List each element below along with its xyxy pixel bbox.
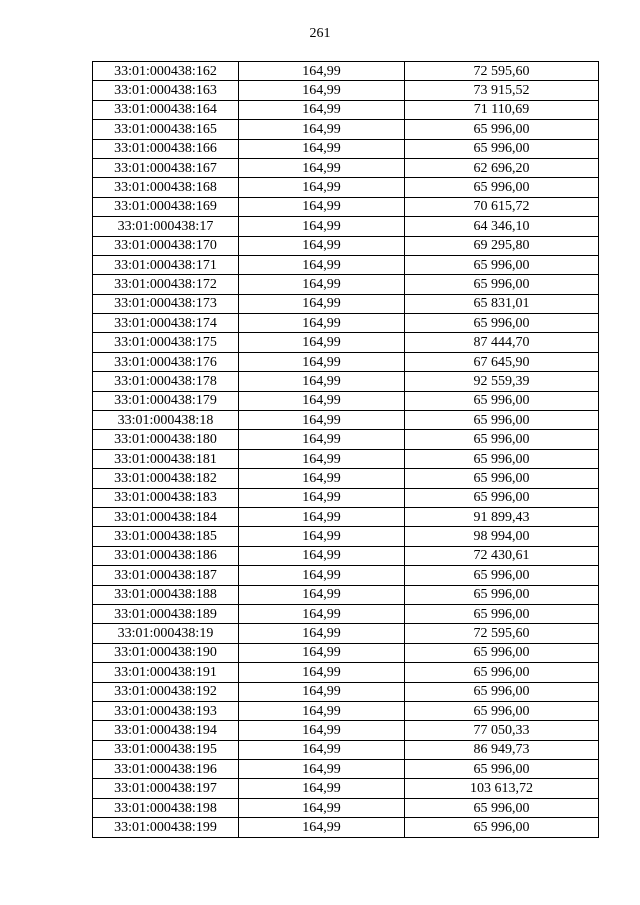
cadastral-cost-cell: 65 996,00 [405, 391, 599, 410]
table-row [93, 721, 599, 740]
cadastral-cost-cell: 65 996,00 [405, 663, 599, 682]
table-row [93, 100, 599, 119]
cadastral-cost-cell: 65 996,00 [405, 701, 599, 720]
area-value-cell: 164,99 [239, 158, 405, 177]
area-value-cell: 164,99 [239, 120, 405, 139]
cadastral-number-cell: 33:01:000438:176 [93, 352, 239, 371]
area-value-cell: 164,99 [239, 411, 405, 430]
table-row [93, 236, 599, 255]
cadastral-number-cell: 33:01:000438:167 [93, 158, 239, 177]
cadastral-cost-cell: 67 645,90 [405, 352, 599, 371]
cadastral-cost-cell: 65 996,00 [405, 682, 599, 701]
table-row [93, 255, 599, 274]
cadastral-cost-cell: 87 444,70 [405, 333, 599, 352]
cadastral-cost-cell: 98 994,00 [405, 527, 599, 546]
area-value-cell: 164,99 [239, 81, 405, 100]
cadastral-cost-cell: 65 996,00 [405, 255, 599, 274]
area-value-cell: 164,99 [239, 236, 405, 255]
cadastral-number-cell: 33:01:000438:180 [93, 430, 239, 449]
area-value-cell: 164,99 [239, 488, 405, 507]
area-value-cell: 164,99 [239, 701, 405, 720]
area-value-cell: 164,99 [239, 585, 405, 604]
table-row [93, 527, 599, 546]
area-value-cell: 164,99 [239, 449, 405, 468]
cadastral-number-cell: 33:01:000438:17 [93, 217, 239, 236]
area-value-cell: 164,99 [239, 527, 405, 546]
table-row [93, 217, 599, 236]
cadastral-number-cell: 33:01:000438:165 [93, 120, 239, 139]
cadastral-cost-cell: 65 996,00 [405, 120, 599, 139]
cadastral-cost-cell: 73 915,52 [405, 81, 599, 100]
table-row [93, 197, 599, 216]
table-row [93, 624, 599, 643]
cadastral-number-cell: 33:01:000438:183 [93, 488, 239, 507]
cadastral-cost-cell: 65 996,00 [405, 314, 599, 333]
cadastral-cost-cell: 65 996,00 [405, 139, 599, 158]
cadastral-cost-cell: 65 996,00 [405, 643, 599, 662]
table-row [93, 275, 599, 294]
cadastral-number-cell: 33:01:000438:19 [93, 624, 239, 643]
area-value-cell: 164,99 [239, 760, 405, 779]
cadastral-cost-cell: 65 996,00 [405, 604, 599, 623]
table-row [93, 663, 599, 682]
cadastral-cost-cell: 65 996,00 [405, 798, 599, 817]
area-value-cell: 164,99 [239, 469, 405, 488]
cadastral-number-cell: 33:01:000438:184 [93, 507, 239, 526]
cadastral-value-table [92, 61, 599, 838]
cadastral-cost-cell: 65 996,00 [405, 818, 599, 837]
cadastral-number-cell: 33:01:000438:178 [93, 372, 239, 391]
cadastral-cost-cell: 72 430,61 [405, 546, 599, 565]
table-row [93, 469, 599, 488]
cadastral-number-cell: 33:01:000438:18 [93, 411, 239, 430]
cadastral-number-cell: 33:01:000438:175 [93, 333, 239, 352]
table-row [93, 139, 599, 158]
table-row [93, 779, 599, 798]
page-number: 261 [309, 26, 331, 41]
cadastral-cost-cell: 69 295,80 [405, 236, 599, 255]
cadastral-cost-cell: 65 996,00 [405, 275, 599, 294]
cadastral-cost-cell: 77 050,33 [405, 721, 599, 740]
cadastral-number-cell: 33:01:000438:162 [93, 62, 239, 81]
cadastral-number-cell: 33:01:000438:197 [93, 779, 239, 798]
cadastral-cost-cell: 65 996,00 [405, 488, 599, 507]
cadastral-cost-cell: 71 110,69 [405, 100, 599, 119]
area-value-cell: 164,99 [239, 643, 405, 662]
area-value-cell: 164,99 [239, 546, 405, 565]
table-row [93, 411, 599, 430]
area-value-cell: 164,99 [239, 391, 405, 410]
cadastral-cost-cell: 65 996,00 [405, 469, 599, 488]
cadastral-number-cell: 33:01:000438:168 [93, 178, 239, 197]
cadastral-number-cell: 33:01:000438:193 [93, 701, 239, 720]
area-value-cell: 164,99 [239, 682, 405, 701]
cadastral-number-cell: 33:01:000438:172 [93, 275, 239, 294]
table-row [93, 81, 599, 100]
area-value-cell: 164,99 [239, 62, 405, 81]
table-row [93, 352, 599, 371]
area-value-cell: 164,99 [239, 430, 405, 449]
table-row [93, 294, 599, 313]
cadastral-number-cell: 33:01:000438:198 [93, 798, 239, 817]
area-value-cell: 164,99 [239, 178, 405, 197]
cadastral-number-cell: 33:01:000438:187 [93, 566, 239, 585]
area-value-cell: 164,99 [239, 604, 405, 623]
table-row [93, 566, 599, 585]
area-value-cell: 164,99 [239, 217, 405, 236]
area-value-cell: 164,99 [239, 818, 405, 837]
area-value-cell: 164,99 [239, 255, 405, 274]
table-row [93, 178, 599, 197]
cadastral-cost-cell: 86 949,73 [405, 740, 599, 759]
table-row [93, 701, 599, 720]
table-row [93, 449, 599, 468]
area-value-cell: 164,99 [239, 779, 405, 798]
area-value-cell: 164,99 [239, 275, 405, 294]
table-body [93, 62, 599, 838]
table-row [93, 158, 599, 177]
cadastral-number-cell: 33:01:000438:194 [93, 721, 239, 740]
area-value-cell: 164,99 [239, 740, 405, 759]
cadastral-number-cell: 33:01:000438:171 [93, 255, 239, 274]
cadastral-number-cell: 33:01:000438:196 [93, 760, 239, 779]
table-row [93, 760, 599, 779]
cadastral-cost-cell: 70 615,72 [405, 197, 599, 216]
cadastral-cost-cell: 65 996,00 [405, 178, 599, 197]
table-row [93, 682, 599, 701]
cadastral-cost-cell: 64 346,10 [405, 217, 599, 236]
area-value-cell: 164,99 [239, 507, 405, 526]
area-value-cell: 164,99 [239, 294, 405, 313]
cadastral-number-cell: 33:01:000438:182 [93, 469, 239, 488]
cadastral-number-cell: 33:01:000438:192 [93, 682, 239, 701]
cadastral-number-cell: 33:01:000438:195 [93, 740, 239, 759]
cadastral-cost-cell: 65 996,00 [405, 430, 599, 449]
cadastral-number-cell: 33:01:000438:185 [93, 527, 239, 546]
table-row [93, 643, 599, 662]
table-row [93, 333, 599, 352]
table-row [93, 585, 599, 604]
cadastral-number-cell: 33:01:000438:164 [93, 100, 239, 119]
cadastral-cost-cell: 62 696,20 [405, 158, 599, 177]
cadastral-cost-cell: 92 559,39 [405, 372, 599, 391]
cadastral-cost-cell: 65 831,01 [405, 294, 599, 313]
cadastral-cost-cell: 72 595,60 [405, 624, 599, 643]
cadastral-cost-cell: 91 899,43 [405, 507, 599, 526]
cadastral-number-cell: 33:01:000438:186 [93, 546, 239, 565]
table-row [93, 604, 599, 623]
cadastral-number-cell: 33:01:000438:169 [93, 197, 239, 216]
table-row [93, 391, 599, 410]
area-value-cell: 164,99 [239, 624, 405, 643]
area-value-cell: 164,99 [239, 798, 405, 817]
table-row [93, 740, 599, 759]
cadastral-cost-cell: 65 996,00 [405, 449, 599, 468]
area-value-cell: 164,99 [239, 314, 405, 333]
cadastral-cost-cell: 65 996,00 [405, 566, 599, 585]
area-value-cell: 164,99 [239, 721, 405, 740]
area-value-cell: 164,99 [239, 663, 405, 682]
cadastral-number-cell: 33:01:000438:163 [93, 81, 239, 100]
table-row [93, 546, 599, 565]
cadastral-number-cell: 33:01:000438:199 [93, 818, 239, 837]
area-value-cell: 164,99 [239, 197, 405, 216]
cadastral-number-cell: 33:01:000438:191 [93, 663, 239, 682]
cadastral-number-cell: 33:01:000438:174 [93, 314, 239, 333]
table-row [93, 62, 599, 81]
area-value-cell: 164,99 [239, 566, 405, 585]
cadastral-number-cell: 33:01:000438:181 [93, 449, 239, 468]
table-row [93, 818, 599, 837]
cadastral-cost-cell: 103 613,72 [405, 779, 599, 798]
cadastral-number-cell: 33:01:000438:190 [93, 643, 239, 662]
cadastral-number-cell: 33:01:000438:173 [93, 294, 239, 313]
table-row [93, 430, 599, 449]
cadastral-number-cell: 33:01:000438:189 [93, 604, 239, 623]
cadastral-number-cell: 33:01:000438:188 [93, 585, 239, 604]
table-row [93, 488, 599, 507]
area-value-cell: 164,99 [239, 139, 405, 158]
area-value-cell: 164,99 [239, 100, 405, 119]
area-value-cell: 164,99 [239, 352, 405, 371]
table-row [93, 120, 599, 139]
table-row [93, 798, 599, 817]
cadastral-cost-cell: 65 996,00 [405, 760, 599, 779]
area-value-cell: 164,99 [239, 333, 405, 352]
cadastral-number-cell: 33:01:000438:179 [93, 391, 239, 410]
cadastral-number-cell: 33:01:000438:166 [93, 139, 239, 158]
table-row [93, 372, 599, 391]
table-row [93, 314, 599, 333]
cadastral-cost-cell: 65 996,00 [405, 585, 599, 604]
cadastral-number-cell: 33:01:000438:170 [93, 236, 239, 255]
cadastral-cost-cell: 65 996,00 [405, 411, 599, 430]
cadastral-cost-cell: 72 595,60 [405, 62, 599, 81]
area-value-cell: 164,99 [239, 372, 405, 391]
table-row [93, 507, 599, 526]
